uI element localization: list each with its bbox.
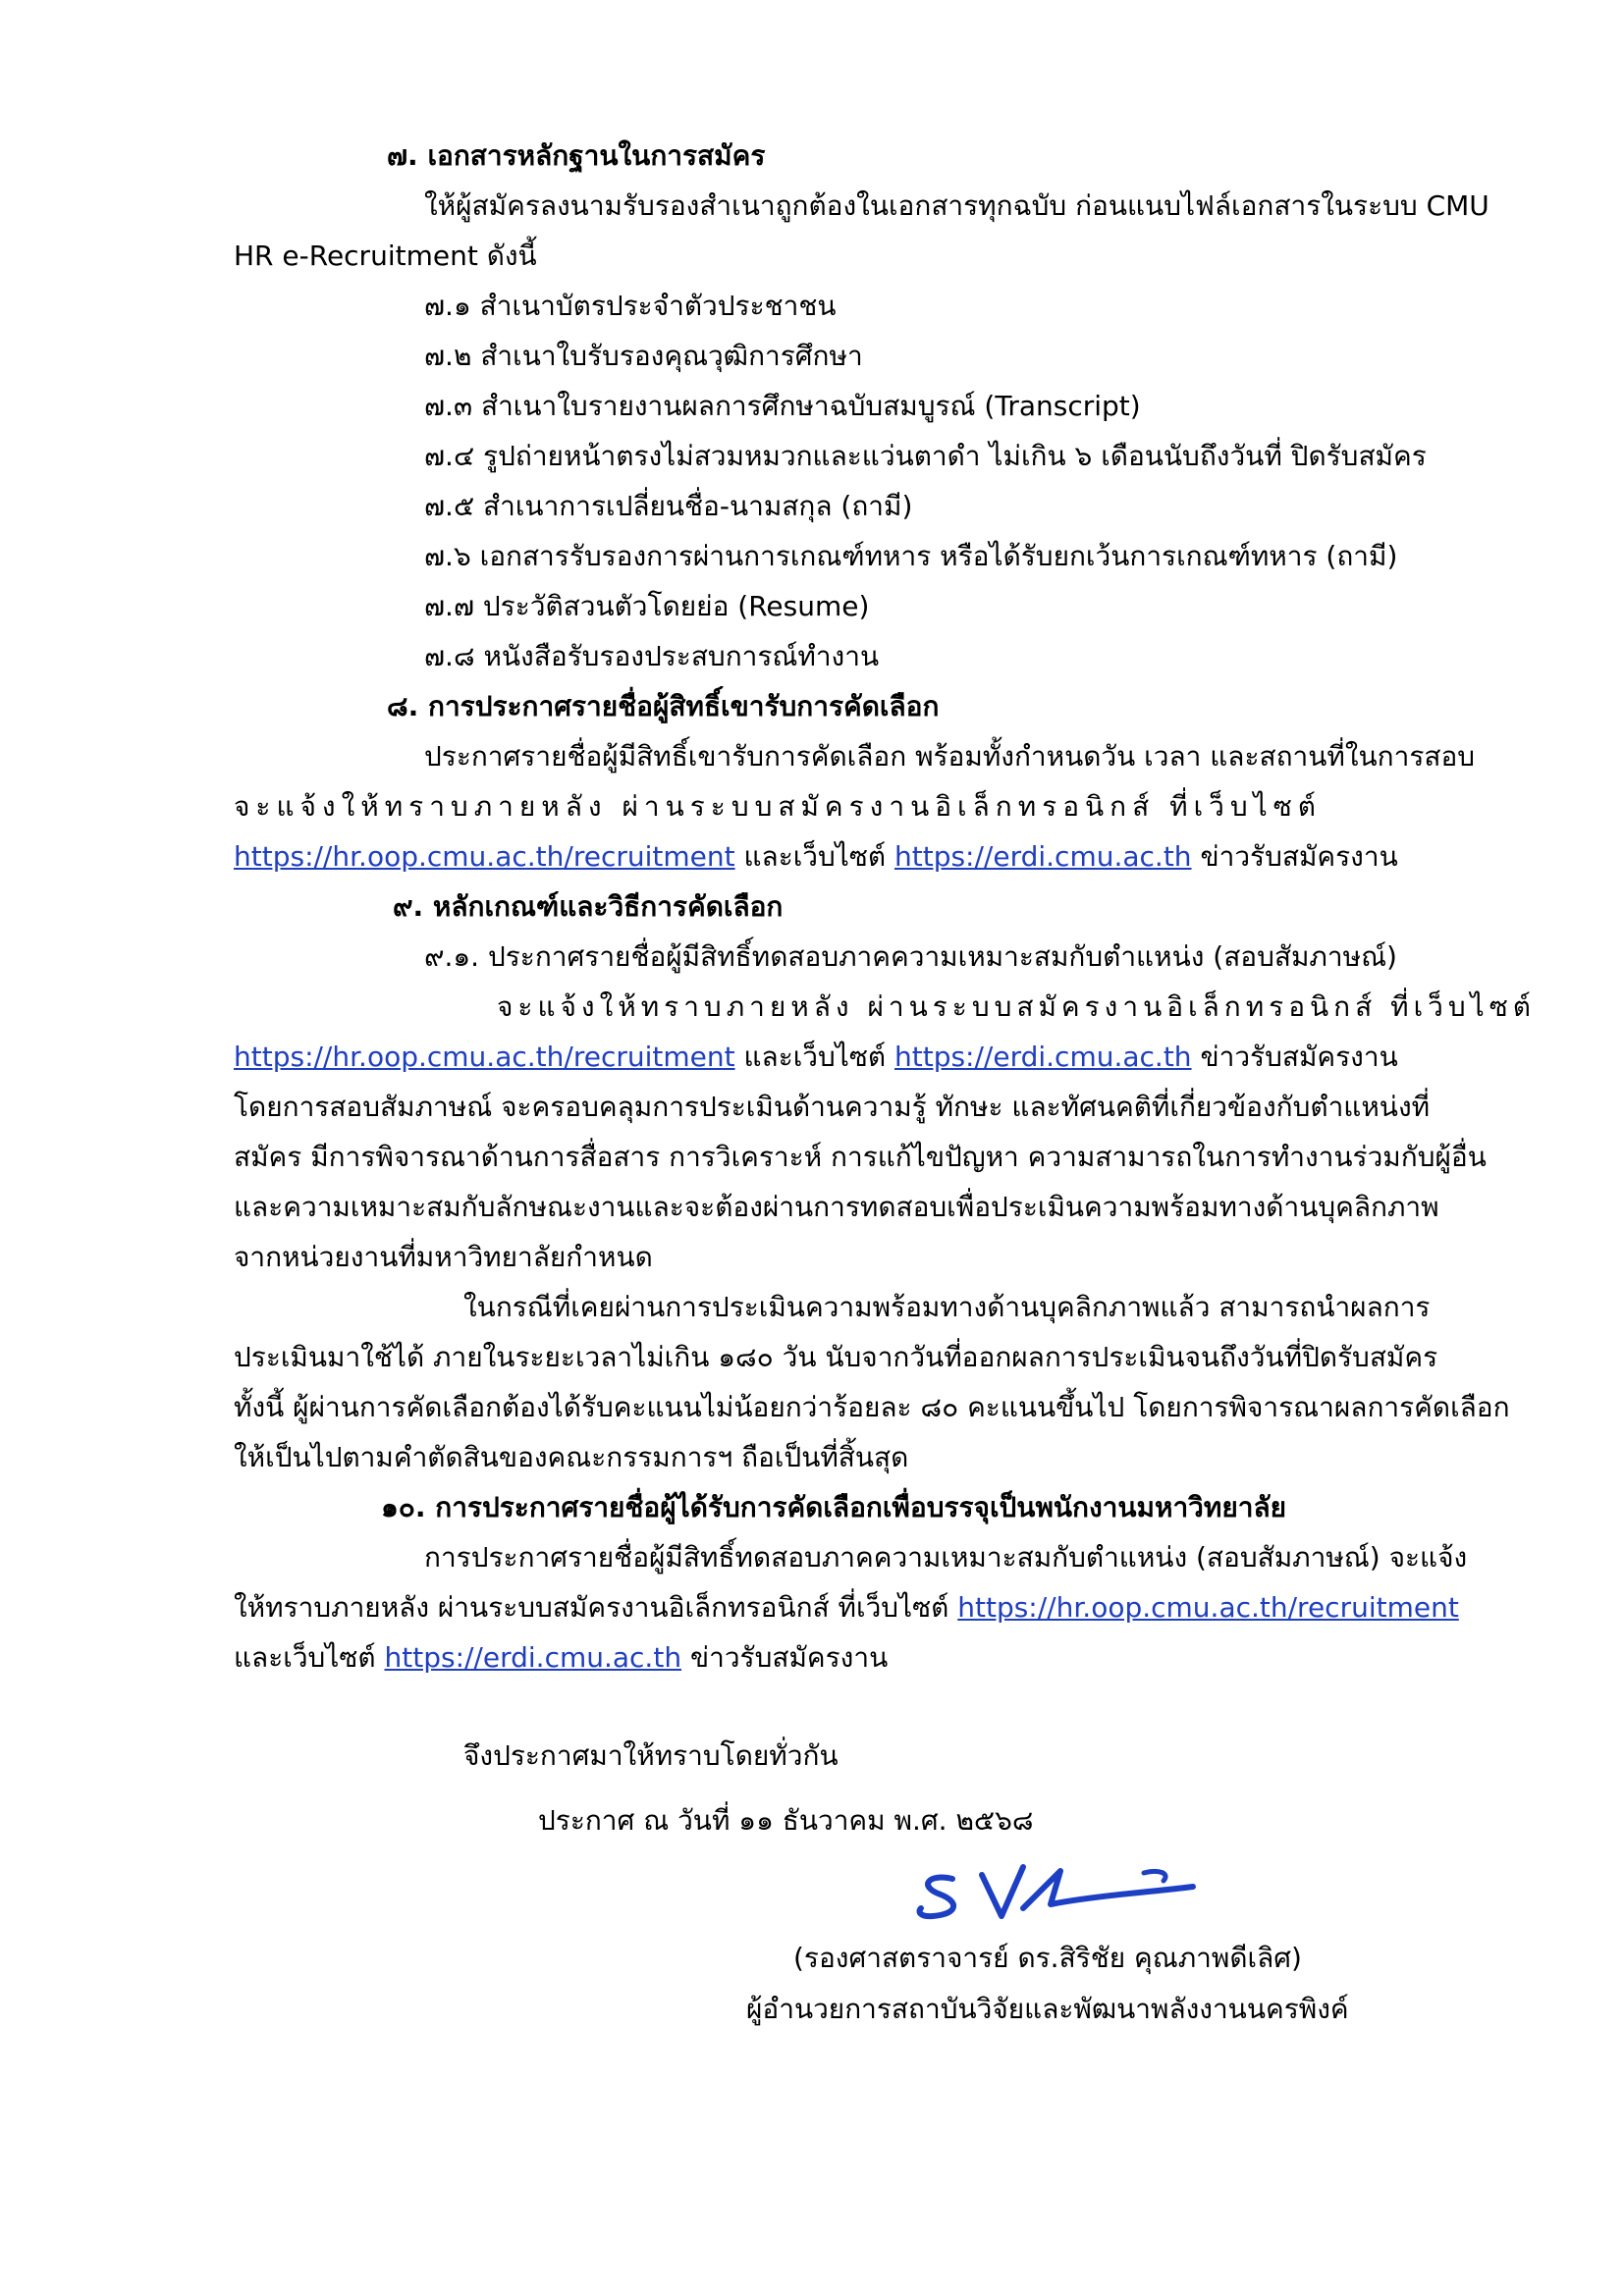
section-10-line-2 [234, 1591, 1459, 1625]
section-8-links-line [234, 840, 1398, 874]
section-7-item-3: ๗.๓ สำเนาใบรายงานผลการศึกษาฉบับสมบูรณ์ (Transcript) [424, 390, 1141, 422]
section-8-heading: ๘. การประกาศรายชื่อผู้สิทธิ์เขารับการคัดเลือก [387, 690, 940, 722]
section-9-p2-line-2: ประเมินมาใช้ได้ ภายในระยะเวลาไม่เกิน ๑๘๐ วัน นับจากวันที่ออกผลการประเมินจนถึงวันที่ปิดรับสมัคร [234, 1341, 1438, 1373]
section-8-line-2-text: จะแจ้งให้ทราบภายหลัง ผ่านระบบสมัครงานอิเล็กทรอนิกส์ ที่เว็บไซต์ [234, 790, 1322, 823]
section-8-mid-text: และเว็บไซต์ [743, 840, 887, 873]
section-7-heading: ๗. เอกสารหลักฐานในการสมัคร [387, 139, 766, 172]
hr-recruitment-link[interactable]: https://hr.oop.cmu.ac.th/recruitment [234, 840, 735, 873]
section-8-tail-text: ข่าวรับสมัครงาน [1200, 840, 1398, 873]
erdi-link[interactable]: https://erdi.cmu.ac.th [893, 840, 1192, 873]
hr-recruitment-link[interactable]: https://hr.oop.cmu.ac.th/recruitment [957, 1591, 1459, 1624]
section-10-line-2-text: ให้ทราบภายหลัง ผ่านระบบสมัครงานอิเล็กทรอนิกส์ ที่เว็บไซต์ [234, 1591, 949, 1624]
closing-announcement: จึงประกาศมาให้ทราบโดยทั่วกัน [463, 1739, 839, 1772]
section-7-item-5: ๗.๕ สำเนาการเปลี่ยนชื่อ-นามสกุล (ถามี) [424, 490, 913, 522]
section-8-line-2 [234, 790, 1481, 824]
section-7-item-2: ๗.๒ สำเนาใบรับรองคุณวุฒิการศึกษา [424, 340, 863, 372]
section-10-line-3-pre: และเว็บไซต์ [234, 1641, 376, 1674]
signer-name: (รองศาสตราจารย์ ดร.สิริชัย คุณภาพดีเลิศ) [793, 1942, 1302, 1974]
section-9-p1-line-3: และความเหมาะสมกับลักษณะงานและจะต้องผ่านการทดสอบเพื่อประเมินความพร้อมทางด้านบุคลิกภาพ [234, 1191, 1439, 1223]
section-9-mid-text: และเว็บไซต์ [743, 1041, 887, 1073]
section-7-item-8: ๗.๘ หนังสือรับรองประสบการณ์ทำงาน [424, 640, 880, 672]
section-9-p2-line-1: ในกรณีที่เคยผ่านการประเมินความพร้อมทางด้านบุคลิกภาพแล้ว สามารถนำผลการ [463, 1291, 1431, 1323]
section-9-links-line [234, 1041, 1398, 1074]
section-9-heading: ๙. หลักเกณฑ์และวิธีการคัดเลือก [393, 890, 784, 923]
section-7-item-6: ๗.๖ เอกสารรับรองการผ่านการเกณฑ์ทหาร หรือได้รับยกเว้นการเกณฑ์ทหาร (ถามี) [424, 540, 1398, 572]
section-9-notify: จะแจ้งให้ทราบภายหลัง ผ่านระบบสมัครงานอิเล็กทรอนิกส์ ที่เว็บไซต์ [497, 990, 1536, 1023]
hr-recruitment-link[interactable]: https://hr.oop.cmu.ac.th/recruitment [234, 1041, 735, 1073]
section-9-p1-line-1: โดยการสอบสัมภาษณ์ จะครอบคลุมการประเมินด้านความรู้ ทักษะ และทัศนคติที่เกี่ยวข้องกับตำแหน่งที่ [234, 1091, 1431, 1123]
erdi-link[interactable]: https://erdi.cmu.ac.th [384, 1641, 682, 1674]
section-9-p1-line-4: จากหน่วยงานที่มหาวิทยาลัยกำหนด [234, 1241, 653, 1273]
section-8-line-1: ประกาศรายชื่อผู้มีสิทธิ์เขารับการคัดเลือก พร้อมทั้งกำหนดวัน เวลา และสถานที่ในการสอบ [424, 740, 1476, 773]
erdi-link[interactable]: https://erdi.cmu.ac.th [893, 1041, 1192, 1073]
section-9-tail-text: ข่าวรับสมัครงาน [1200, 1041, 1398, 1073]
section-9-p1-line-2: สมัคร มีการพิจารณาด้านการสื่อสาร การวิเคราะห์ การแก้ไขปัญหา ความสามารถในการทำงานร่วมกับผู้อื่น [234, 1141, 1487, 1173]
section-9-p2-line-3: ทั้งนี้ ผู้ผ่านการคัดเลือกต้องได้รับคะแนนไม่น้อยกว่าร้อยละ ๘๐ คะแนนขึ้นไป โดยการพิจารณาผลการคัดเลือก [234, 1391, 1510, 1423]
section-7-item-4: ๗.๔ รูปถ่ายหน้าตรงไม่สวมหมวกและแว่นตาดำ ไม่เกิน ๖ เดือนนับถึงวันที่ ปิดรับสมัคร [424, 440, 1427, 472]
signer-title: ผู้อำนวยการสถาบันวิจัยและพัฒนาพลังงานนครพิงค์ [746, 1993, 1349, 2025]
announcement-date: ประกาศ ณ วันที่ ๑๑ ธันวาคม พ.ศ. ๒๕๖๘ [538, 1804, 1034, 1837]
section-7-item-7: ๗.๗ ประวัติสวนตัวโดยย่อ (Resume) [424, 590, 870, 622]
section-9-p2-line-4: ให้เป็นไปตามคำตัดสินของคณะกรรมการฯ ถือเป็นที่สิ้นสุด [234, 1441, 909, 1473]
section-7-item-1: ๗.๑ สำเนาบัตรประจำตัวประชาชน [424, 290, 837, 322]
section-7-intro-line-2: HR e-Recruitment ดังนี้ [234, 240, 537, 272]
section-9-1-sub: ๙.๑. ประกาศรายชื่อผู้มีสิทธิ์ทดสอบภาคความเหมาะสมกับตำแหน่ง (สอบสัมภาษณ์) [424, 940, 1397, 973]
signature [913, 1853, 1208, 1927]
section-10-heading: ๑๐. การประกาศรายชื่อผู้ได้รับการคัดเลือกเพื่อบรรจุเป็นพนักงานมหาวิทยาลัย [381, 1491, 1287, 1523]
section-10-tail-text: ข่าวรับสมัครงาน [689, 1641, 889, 1674]
section-10-line-1: การประกาศรายชื่อผู้มีสิทธิ์ทดสอบภาคความเหมาะสมกับตำแหน่ง (สอบสัมภาษณ์) จะแจ้ง [424, 1541, 1468, 1574]
section-7-intro-line-1: ให้ผู้สมัครลงนามรับรองสำเนาถูกต้องในเอกสารทุกฉบับ ก่อนแนบไฟล์เอกสารในระบบ CMU [424, 189, 1489, 222]
section-10-line-3 [234, 1641, 888, 1675]
